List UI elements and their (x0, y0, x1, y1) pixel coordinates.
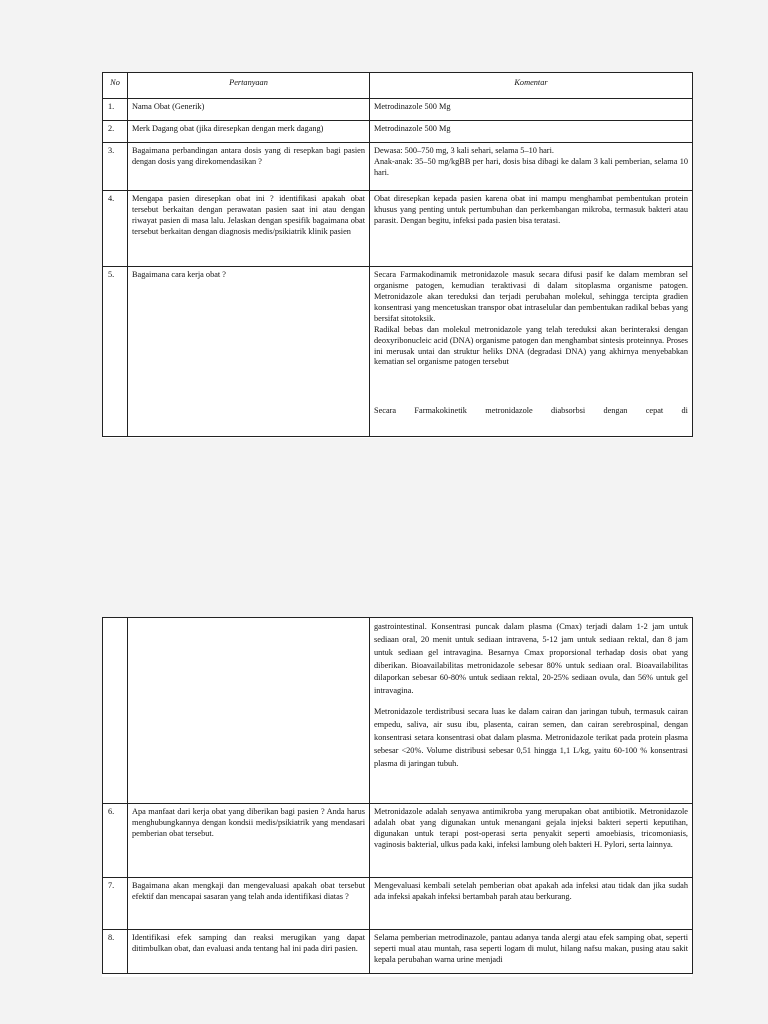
table-row (103, 930, 693, 974)
row-comment (370, 266, 693, 436)
table-row (103, 120, 693, 142)
row-question (128, 618, 370, 804)
drug-review-table-continued (102, 617, 693, 974)
table-row (103, 804, 693, 878)
comment-paragraph: Dewasa: 500–750 mg, 3 kali sehari, selama 5–10 hari. (374, 145, 554, 155)
row-number: 3. (103, 142, 128, 190)
row-comment: Metrodinazole 500 Mg (370, 98, 693, 120)
comment-paragraph: Anak-anak: 35–50 mg/kgBB per hari, dosis bisa dibagi ke dalam 3 kali pemberian, selama 10 hari. (374, 156, 688, 177)
row-comment (370, 618, 693, 804)
row-comment: Obat diresepkan kepada pasien karena obat ini mampu menghambat pembentukan protein khusus yang penting untuk pertumbuhan dan perkembangan mikroba, termasuk bakteri atau parasit. Dengan begitu, infeksi pada pasien bisa teratasi. (370, 190, 693, 266)
row-question: Bagaimana cara kerja obat ? (128, 266, 370, 436)
row-number: 7. (103, 878, 128, 930)
comment-paragraph: Radikal bebas dan molekul metronidazole yang telah tereduksi akan berinteraksi dengan deoxyribonucleic acid (DNA) organisme patogen dan menghambat sintesis proteinnya. Proses ini merusak untai dan struktur heliks DNA (degradasi DNA) yang akhirnya menyebabkan kematian sel organisme patogen tersebut (374, 324, 688, 367)
row-question: Nama Obat (Generik) (128, 98, 370, 120)
table-row (103, 98, 693, 120)
row-comment: Selama pemberian metrodinazole, pantau adanya tanda alergi atau efek samping obat, seperti seperti mual atau muntah, rasa seperti logam di mulut, hilang nafsu makan, pusing atau sakit kepala perubahan warna urine menjadi (370, 930, 693, 974)
document-page-1 (102, 72, 692, 438)
row-question: Merk Dagang obat (jika diresepkan dengan merk dagang) (128, 120, 370, 142)
row-question: Apa manfaat dari kerja obat yang diberikan bagi pasien ? Anda harus menghubungkannya dengan kondsii medis/psikiatrik yang mendasari pemberian obat tersebut. (128, 804, 370, 878)
paragraph-gap (374, 698, 688, 706)
row-comment: Metrodinazole 500 Mg (370, 120, 693, 142)
header-no: No (103, 73, 128, 99)
row-number: 6. (103, 804, 128, 878)
paragraph-gap (374, 368, 688, 406)
table-row (103, 618, 693, 804)
comment-paragraph: Metronidazole terdistribusi secara luas ke dalam cairan dan jaringan tubuh, termasuk cairan empedu, saliva, air susu ibu, plasenta, cairan semen, dan cairan serebrospinal, dengan konsentrasi setara konsentrasi obat dalam plasma. Metronidazole terikat pada protein plasma sebesar <20%. Volume distribusi sebesar 0,51 hingga 1,1 L/kg, yaitu 60-100 % konsentrasi plasma di jaringan tubuh. (374, 707, 688, 768)
comment-paragraph: Secara Farmakokinetik metronidazole diabsorbsi dengan cepat di (374, 406, 688, 416)
row-comment: Mengevaluasi kembali setelah pemberian obat apakah ada infeksi atau tidak dan jika sudah ada infeksi apakah infeksi bertambah parah atau berkurang. (370, 878, 693, 930)
row-question: Bagaimana akan mengkaji dan mengevaluasi apakah obat tersebut efektif dan mencapai sasaran yang telah anda identifikasi diatas ? (128, 878, 370, 930)
row-number: 5. (103, 266, 128, 436)
comment-paragraph: Secara Farmakodinamik metronidazole masuk secara difusi pasif ke dalam membran sel organisme patogen, kemudian teraktivasi di dalam sitoplasma organisme patogen. Metronidazole akan tereduksi dan terjadi perubahan molekul, sehingga tercipta gradien konsentrasi yang mencetuskan transpor obat intraselular dan pembentukan radikal bebas yang bersifat sitotoksik. (374, 269, 688, 323)
table-row (103, 878, 693, 930)
table-row (103, 266, 693, 436)
row-number: 1. (103, 98, 128, 120)
row-question: Identifikasi efek samping dan reaksi merugikan yang dapat ditimbulkan obat, dan evaluasi anda tentang hal ini pada diri pasien. (128, 930, 370, 974)
header-comment: Komentar (370, 73, 693, 99)
comment-paragraph: gastrointestinal. Konsentrasi puncak dalam plasma (Cmax) terjadi dalam 1-2 jam untuk sediaan oral, 20 menit untuk sediaan intravena, 5-12 jam untuk sediaan rektal, dan 8 jam untuk sediaan gel intravagina. Besarnya Cmax proporsional terhadap dosis obat yang diberikan. Bioavailabilitas metronidazole sebesar 80% untuk sediaan oral. Bioavailabilitas dilaporkan sebesar 60-80% untuk sediaan rektal, 20-25% sediaan ovula, dan 56% untuk gel intravagina. (374, 622, 688, 696)
table-row (103, 190, 693, 266)
row-question: Mengapa pasien diresepkan obat ini ? identifikasi apakah obat tersebut berkaitan dengan perawatan pasien saat ini atau dengan riwayat pasien di masa lalu. Jelaskan dengan spesifik bagaimana obat tersebut berkaitan dengan diagnosis medis/psikiatrik klinik pasien (128, 190, 370, 266)
row-number: 4. (103, 190, 128, 266)
header-question: Pertanyaan (128, 73, 370, 99)
row-comment: Metronidazole adalah senyawa antimikroba yang merupakan obat antibiotik. Metronidazole adalah obat yang digunakan untuk menangani gejala injeksi bakteri seperti keputihan, digunakan untuk terapi post-operasi serta penyakit seperti amoebiasis, tricomoniasis, vaginosis bakterial, ulkus pada kaki, infeksi lambung oleh bakteri H. Pylori, serta lainnya. (370, 804, 693, 878)
row-comment (370, 142, 693, 190)
document-page-2 (102, 617, 692, 977)
row-question: Bagaimana perbandingan antara dosis yang di resepkan bagi pasien dengan dosis yang direkomendasikan ? (128, 142, 370, 190)
row-number: 2. (103, 120, 128, 142)
row-number (103, 618, 128, 804)
table-row (103, 142, 693, 190)
table-header-row (103, 73, 693, 99)
row-number: 8. (103, 930, 128, 974)
drug-review-table (102, 72, 693, 437)
